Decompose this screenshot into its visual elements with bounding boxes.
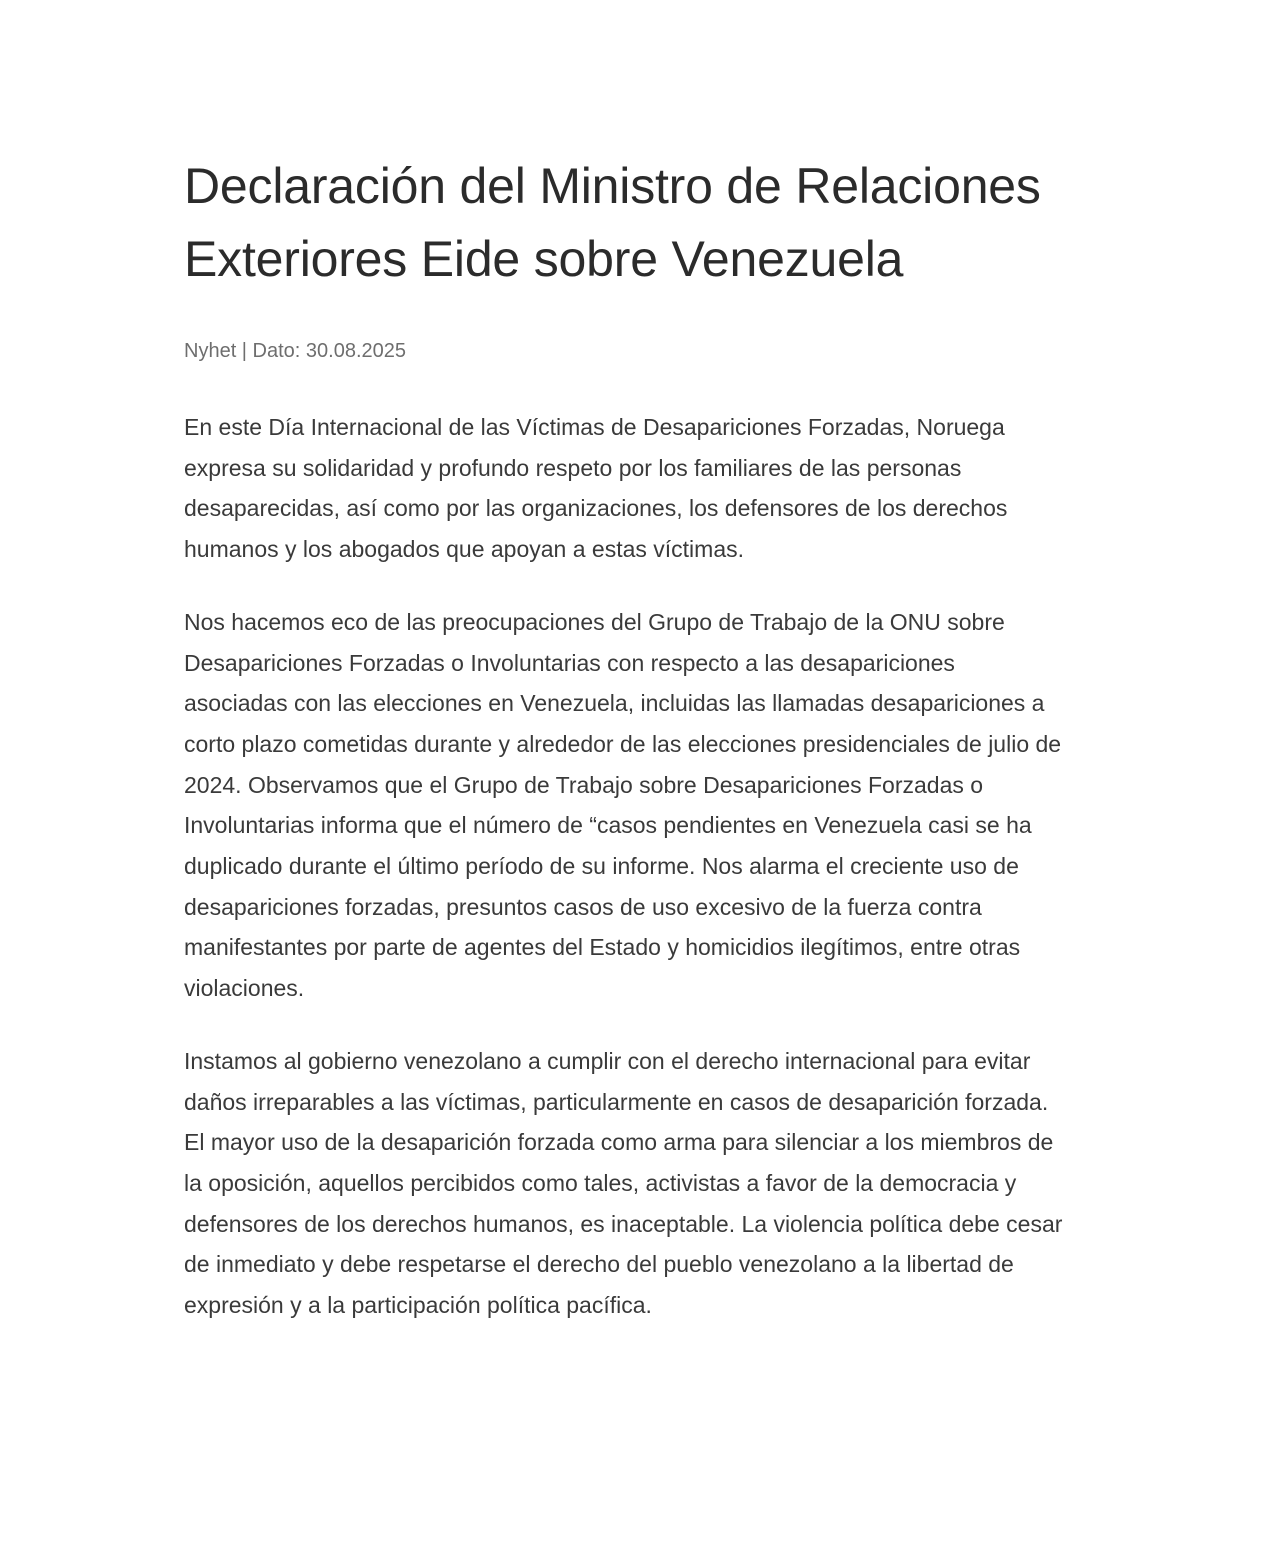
article-meta: Nyhet | Dato: 30.08.2025 (184, 340, 407, 362)
article-paragraph: En este Día Internacional de las Víctimas de Desapariciones Forzadas, Noruega expresa su solidaridad y profundo respeto por los familiares de las personas desaparecidas, así como por las organizaciones, los defensores de los derechos humanos y los abogados que apoyan a estas víctimas. (184, 414, 1008, 563)
article (184, 150, 1064, 1326)
article-paragraph: Instamos al gobierno venezolano a cumplir con el derecho internacional para evitar daños irreparables a las víctimas, particularmente en casos de desaparición forzada. El mayor uso de la desaparición forzada como arma para silenciar a los miembros de la oposición, aquellos percibidos como tales, activistas a favor de la democracia y defensores de los derechos humanos, es inaceptable. La violencia política debe cesar de inmediato y debe respetarse el derecho del pueblo venezolano a la libertad de expresión y a la participación política pacífica. (184, 1047, 1063, 1319)
article-paragraph: Nos hacemos eco de las preocupaciones del Grupo de Trabajo de la ONU sobre Desapariciones Forzadas o Involuntarias con respecto a las desapariciones asociadas con las elecciones en Venezuela, incluidas las llamadas desapariciones a corto plazo cometidas durante y alrededor de las elecciones presidenciales de julio de 2024. Observamos que el Grupo de Trabajo sobre Desapariciones Forzadas o Involuntarias informa que el número de “casos pendientes en Venezuela casi se ha duplicado durante el último período de su informe. Nos alarma el creciente uso de desapariciones forzadas, presuntos casos de uso excesivo de la fuerza contra manifestantes por parte de agentes del Estado y homicidios ilegítimos, entre otras violaciones. (184, 608, 1062, 1002)
article-body (184, 407, 1064, 1326)
article-title: Declaración del Ministro de Relaciones Exteriores Eide sobre Venezuela (184, 158, 1041, 287)
